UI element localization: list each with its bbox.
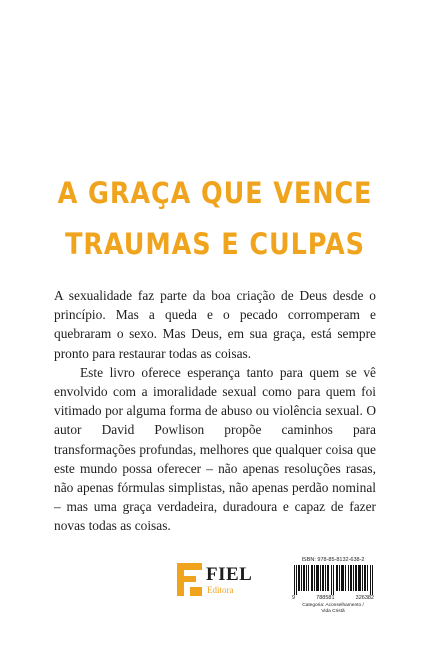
category-line-2: Vida Cristã — [321, 609, 345, 614]
barcode-digit-first: 9 — [292, 595, 296, 601]
barcode-digits-right: 326382 — [355, 595, 374, 601]
publisher-logo — [177, 563, 253, 599]
category-line-1: Categoria: Aconselhamento / — [302, 603, 364, 608]
synopsis-paragraph-1: A sexualidade faz parte da boa criação de Deus desde o princípio. Mas a queda e o pecado corromperam e quebraram o sexo. Mas Deus, em sua graça, está sempre pronto para restaurar todas as coisas. — [54, 288, 376, 361]
synopsis — [54, 286, 376, 536]
barcode-icon — [290, 565, 376, 595]
barcode-block — [290, 557, 376, 615]
publisher-subtitle: Editora — [207, 585, 234, 595]
headline-line-2: TRAUMAS E CULPAS — [65, 227, 365, 261]
category-label — [290, 603, 376, 615]
headline — [26, 168, 404, 270]
barcode-digits — [290, 595, 376, 602]
publisher-name: FIEL — [206, 564, 253, 585]
synopsis-paragraph-2: Este livro oferece esperança tanto para quem se vê envolvido com a imoralidade sexual como para quem foi vitimado por alguma forma de abuso ou violência sexual. O autor David Powlison propõe caminhos para transformações profundas, melhores que qualquer coisa que este mundo possa oferecer – não apenas resoluções rasas, não apenas fórmulas simplistas, não apenas perdão nominal – mas uma graça verdadeira, duradoura e capaz de fazer novas todas as coisas. — [54, 364, 376, 534]
isbn-text: ISBN: 978-85-8132-638-2 — [301, 557, 365, 563]
headline-line-1: A GRAÇA QUE VENCE — [57, 176, 373, 210]
barcode-digits-left: 788581 — [316, 595, 335, 601]
fiel-logo-icon — [177, 563, 202, 596]
